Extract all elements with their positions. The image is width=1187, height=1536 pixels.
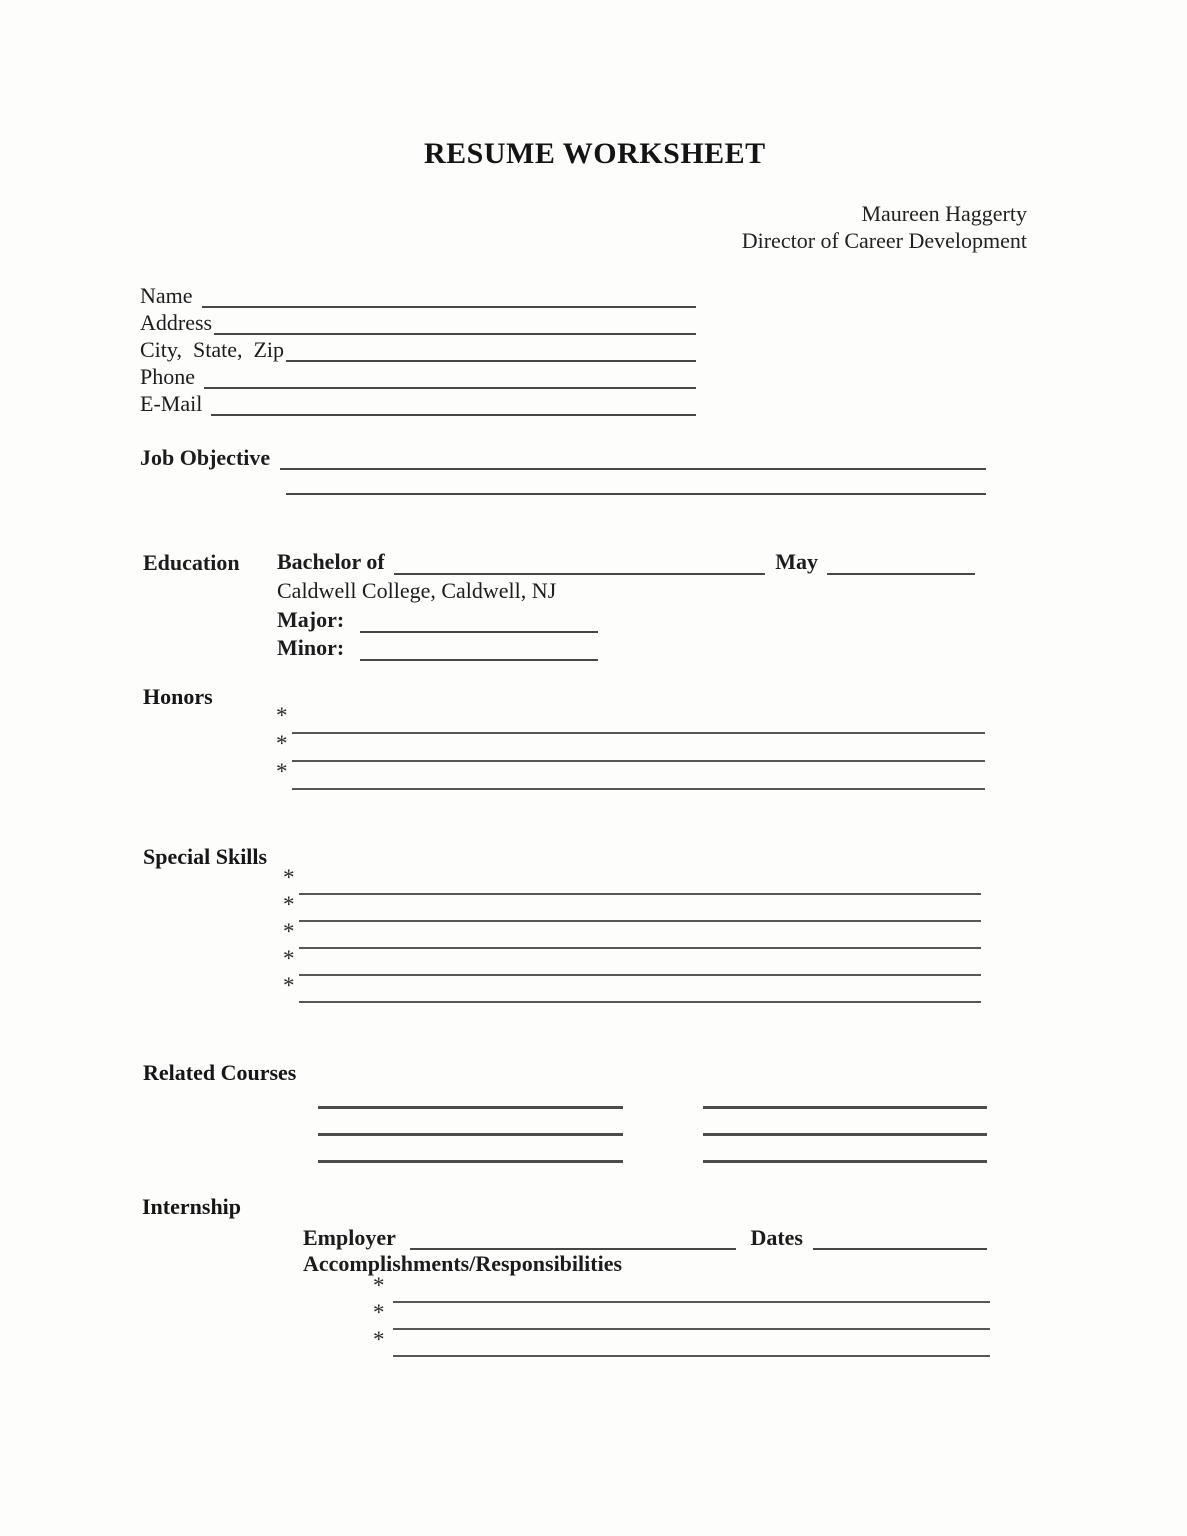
course-blank-line-left: [318, 1102, 623, 1109]
asterisk-bullet-icon: *: [276, 759, 288, 784]
degree-prefix-label: Bachelor of: [277, 549, 385, 574]
accomplishment-bullet-row: [373, 1273, 990, 1303]
degree-blank-line: [394, 569, 765, 575]
employer-label: Employer: [303, 1225, 396, 1250]
related-courses-row: [318, 1082, 987, 1109]
related-courses-label: Related Courses: [143, 1060, 297, 1085]
job-objective-blank-line-1: [280, 464, 986, 470]
internship-label: Internship: [142, 1194, 242, 1219]
address-row: [140, 308, 696, 335]
related-courses-rows: [318, 1082, 987, 1163]
internship-bullets: [373, 1273, 990, 1357]
employer-row: [303, 1220, 987, 1250]
address-blank-line: [214, 329, 696, 335]
asterisk-bullet-icon: *: [276, 703, 288, 728]
phone-row: [140, 362, 696, 389]
honors-section: [143, 686, 985, 790]
asterisk-bullet-icon: *: [373, 1327, 385, 1352]
address-label: Address: [140, 310, 213, 335]
honors-blank-line: [292, 788, 985, 790]
honors-label: Honors: [143, 684, 213, 709]
accomplishment-bullet-row: [373, 1327, 990, 1357]
internship-section: [142, 1196, 990, 1357]
job-objective-row: [140, 445, 986, 470]
email-row: [140, 389, 696, 416]
accomplishment-bullet-row: [373, 1300, 990, 1330]
related-courses-row: [318, 1109, 987, 1136]
course-blank-line-left: [318, 1156, 623, 1163]
asterisk-bullet-icon: *: [283, 946, 295, 971]
education-content: [277, 550, 975, 661]
major-row: [277, 605, 975, 633]
asterisk-bullet-icon: *: [283, 919, 295, 944]
name-row: [140, 281, 696, 308]
asterisk-bullet-icon: *: [283, 865, 295, 890]
school-name: Caldwell College, Caldwell, NJ: [277, 578, 557, 603]
phone-label: Phone: [140, 364, 195, 389]
name-blank-line: [202, 302, 696, 308]
skill-bullet-row: [283, 919, 981, 949]
city-state-zip-label: City, State, Zip: [140, 337, 285, 362]
dates-label: Dates: [750, 1225, 803, 1250]
related-courses-section: [143, 1062, 987, 1163]
major-blank-line: [360, 627, 598, 633]
accomplishment-blank-line: [393, 1355, 990, 1357]
city-state-zip-row: [140, 335, 696, 362]
employer-blank-line: [410, 1244, 737, 1250]
skill-bullet-row: [283, 865, 981, 895]
special-skills-bullets: [283, 865, 981, 1003]
phone-blank-line: [204, 383, 696, 389]
asterisk-bullet-icon: *: [373, 1273, 385, 1298]
minor-label: Minor:: [277, 635, 345, 660]
byline-role: Director of Career Development: [741, 228, 1027, 253]
asterisk-bullet-icon: *: [276, 731, 288, 756]
skill-blank-line: [299, 1001, 981, 1003]
job-objective-section: [140, 445, 986, 495]
education-label: Education: [143, 550, 240, 575]
course-blank-line-right: [703, 1129, 987, 1136]
course-blank-line-left: [318, 1129, 623, 1136]
education-section: [143, 550, 975, 661]
minor-row: [277, 633, 975, 661]
contact-block: [140, 281, 696, 416]
name-label: Name: [140, 283, 193, 308]
byline: [742, 200, 1027, 254]
honors-bullet-row: [276, 759, 985, 790]
skill-bullet-row: [283, 973, 981, 1003]
minor-blank-line: [360, 655, 598, 661]
city-state-zip-blank-line: [286, 356, 696, 362]
skill-bullet-row: [283, 946, 981, 976]
degree-row: [277, 550, 975, 575]
grad-year-blank-line: [827, 569, 975, 575]
dates-blank-line: [813, 1244, 987, 1250]
asterisk-bullet-icon: *: [283, 973, 295, 998]
major-label: Major:: [277, 607, 345, 632]
course-blank-line-right: [703, 1156, 987, 1163]
accomplishments-label: Accomplishments/Responsibilities: [303, 1251, 623, 1276]
job-objective-label: Job Objective: [140, 445, 271, 470]
email-label: E-Mail: [140, 391, 203, 416]
skill-bullet-row: [283, 892, 981, 922]
honors-bullets: [276, 703, 985, 790]
email-blank-line: [211, 410, 696, 416]
grad-month-label: May: [775, 549, 818, 574]
honors-bullet-row: [276, 731, 985, 762]
byline-name: Maureen Haggerty: [861, 201, 1027, 226]
honors-bullet-row: [276, 703, 985, 734]
course-blank-line-right: [703, 1102, 987, 1109]
special-skills-label: Special Skills: [143, 844, 268, 869]
job-objective-blank-line-2: [286, 493, 986, 495]
asterisk-bullet-icon: *: [373, 1300, 385, 1325]
special-skills-section: [143, 846, 981, 1003]
page-title: RESUME WORKSHEET: [424, 137, 766, 170]
related-courses-row: [318, 1136, 987, 1163]
asterisk-bullet-icon: *: [283, 892, 295, 917]
